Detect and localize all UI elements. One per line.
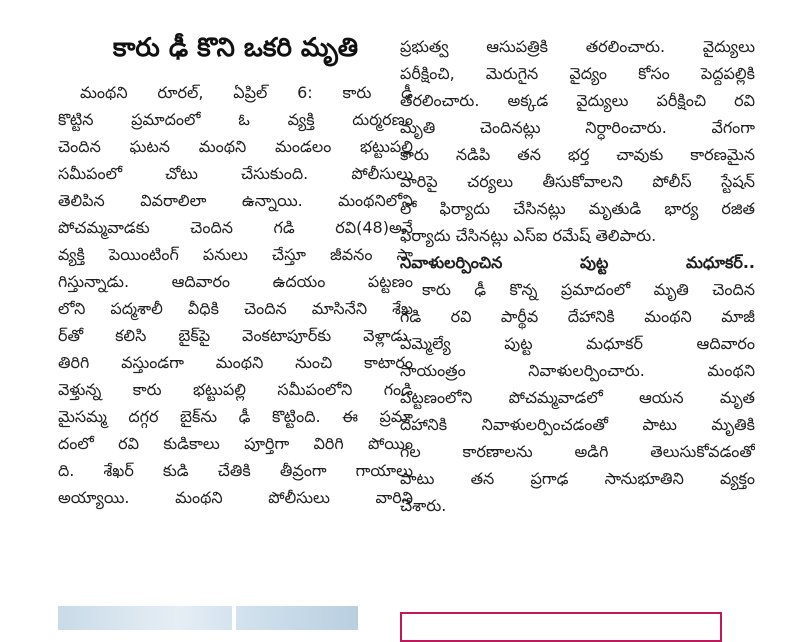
body-line: సాయంత్రం నివాళులర్పించారు. మంథని [400,361,755,380]
body-line: కారు నడిపి తన భర్త చావుకు కారణమైన [400,145,755,164]
body-line: ఫిర్యాదు చేసినట్లు ఎస్ఐ రమేష్ తెలిపారు. [400,226,657,245]
body-line: పోచమ్మవాడకు చెందిన గడి రవి(48)అనే [58,218,413,237]
body-line: చేశారు. [400,496,447,515]
body-line: ప్రభుత్వ ఆసుపత్రికి తరలించారు. వైద్యులు [400,37,755,56]
article-subhead: నివాళులర్పించిన పుట్ట మధూకర్.. [400,253,755,272]
left-body [58,79,413,511]
body-line: వెళ్తున్న కారు భట్టుపల్లి సమీపంలోని గండి [58,380,413,399]
right-column [400,0,755,519]
right-body-continued [400,33,755,519]
body-line: మంథని రూరల్, ఏప్రిల్ 6: కారు ఢీ [80,83,413,102]
body-line: తెలిపిన వివరాలిలా ఉన్నాయి. మంథనిలోని [58,191,413,210]
body-line: కొట్టిన ప్రమాదంలో ఓ వ్యక్తి దుర్మరణం [58,110,413,129]
body-line: వారిపై చర్యలు తీసుకోవాలని పోలీస్ స్టేషన్ [400,172,755,191]
body-line: గడి రవి పార్థీవ దేహానికి మంథని మాజీ [400,307,755,326]
body-line: వ్యక్తి పెయింటింగ్ పనులు చేస్తూ జీవనం సా [58,245,413,264]
body-line: పరీక్షించి, మెరుగైన వైద్యం కోసం పెద్దపల్లికి [400,64,755,83]
body-line: పాటు తన ప్రగాఢ సానుభూతిని వ్యక్తం [400,469,755,488]
article-headline: కారు ఢీ కొని ఒకరి మృతి [112,33,359,63]
body-line: ది. శేఖర్ కుడి చేతికి తీవ్రంగా గాయాలు [58,461,413,480]
body-line: లోని పద్మశాలీ వీధికి చెందిన మాసినేని శేఖ [58,299,413,318]
body-line: దంలో రవి కుడికాలు పూర్తిగా విరిగి పోయిం [58,434,413,453]
body-line: గల కారణాలను అడిగి తెలుసుకోవడంతో [400,442,755,461]
body-line: చెందిన ఘటన మంథని మండలం భట్టుపల్లి [58,137,413,156]
body-line: లో ఫిర్యాదు చేసినట్లు మృతుడి భార్య రజిత [400,199,755,218]
body-line: అయ్యాయి. మంథని పోలీసులు వారిని [58,488,413,507]
photo-strip [58,606,358,630]
body-line: మైసమ్మ దగ్గర బైక్‌ను ఢీ కొట్టింది. ఈ ప్రమా [58,407,413,426]
body-line: తిరిగి వస్తుండగా మంథని నుంచి కాటారం [58,353,413,372]
body-line: దేహానికి నివాళులర్పించడంతో పాటు మృతికి [400,415,755,434]
body-line: తరలించారు. అక్కడ వైద్యులు పరీక్షించి రవి [400,91,755,110]
body-line: ఎమ్మెల్యే పుట్ట మధూకర్ ఆదివారం [400,334,755,353]
body-line: మృతి చెందినట్లు నిర్ధారించారు. వేగంగా [400,118,755,137]
body-line: సమీపంలో చోటు చేసుకుంది. పోలీసులు [58,164,413,183]
adjacent-box-border [400,612,722,642]
body-line: కారు ఢీ కొన్న ప్రమాదంలో మృతి చెందిన [422,280,755,299]
body-line: గిస్తున్నాడు. ఆదివారం ఉదయం పట్టణం [58,272,413,291]
left-column [58,0,413,511]
body-line: పట్టణంలోని పోచమ్మవాడలో ఆయన మృత [400,388,755,407]
body-line: ర్‌తో కలిసి బైక్‌పై వెంకటాపూర్‌కు వెళ్లాడు. [58,326,413,345]
photo-divider [232,606,236,630]
